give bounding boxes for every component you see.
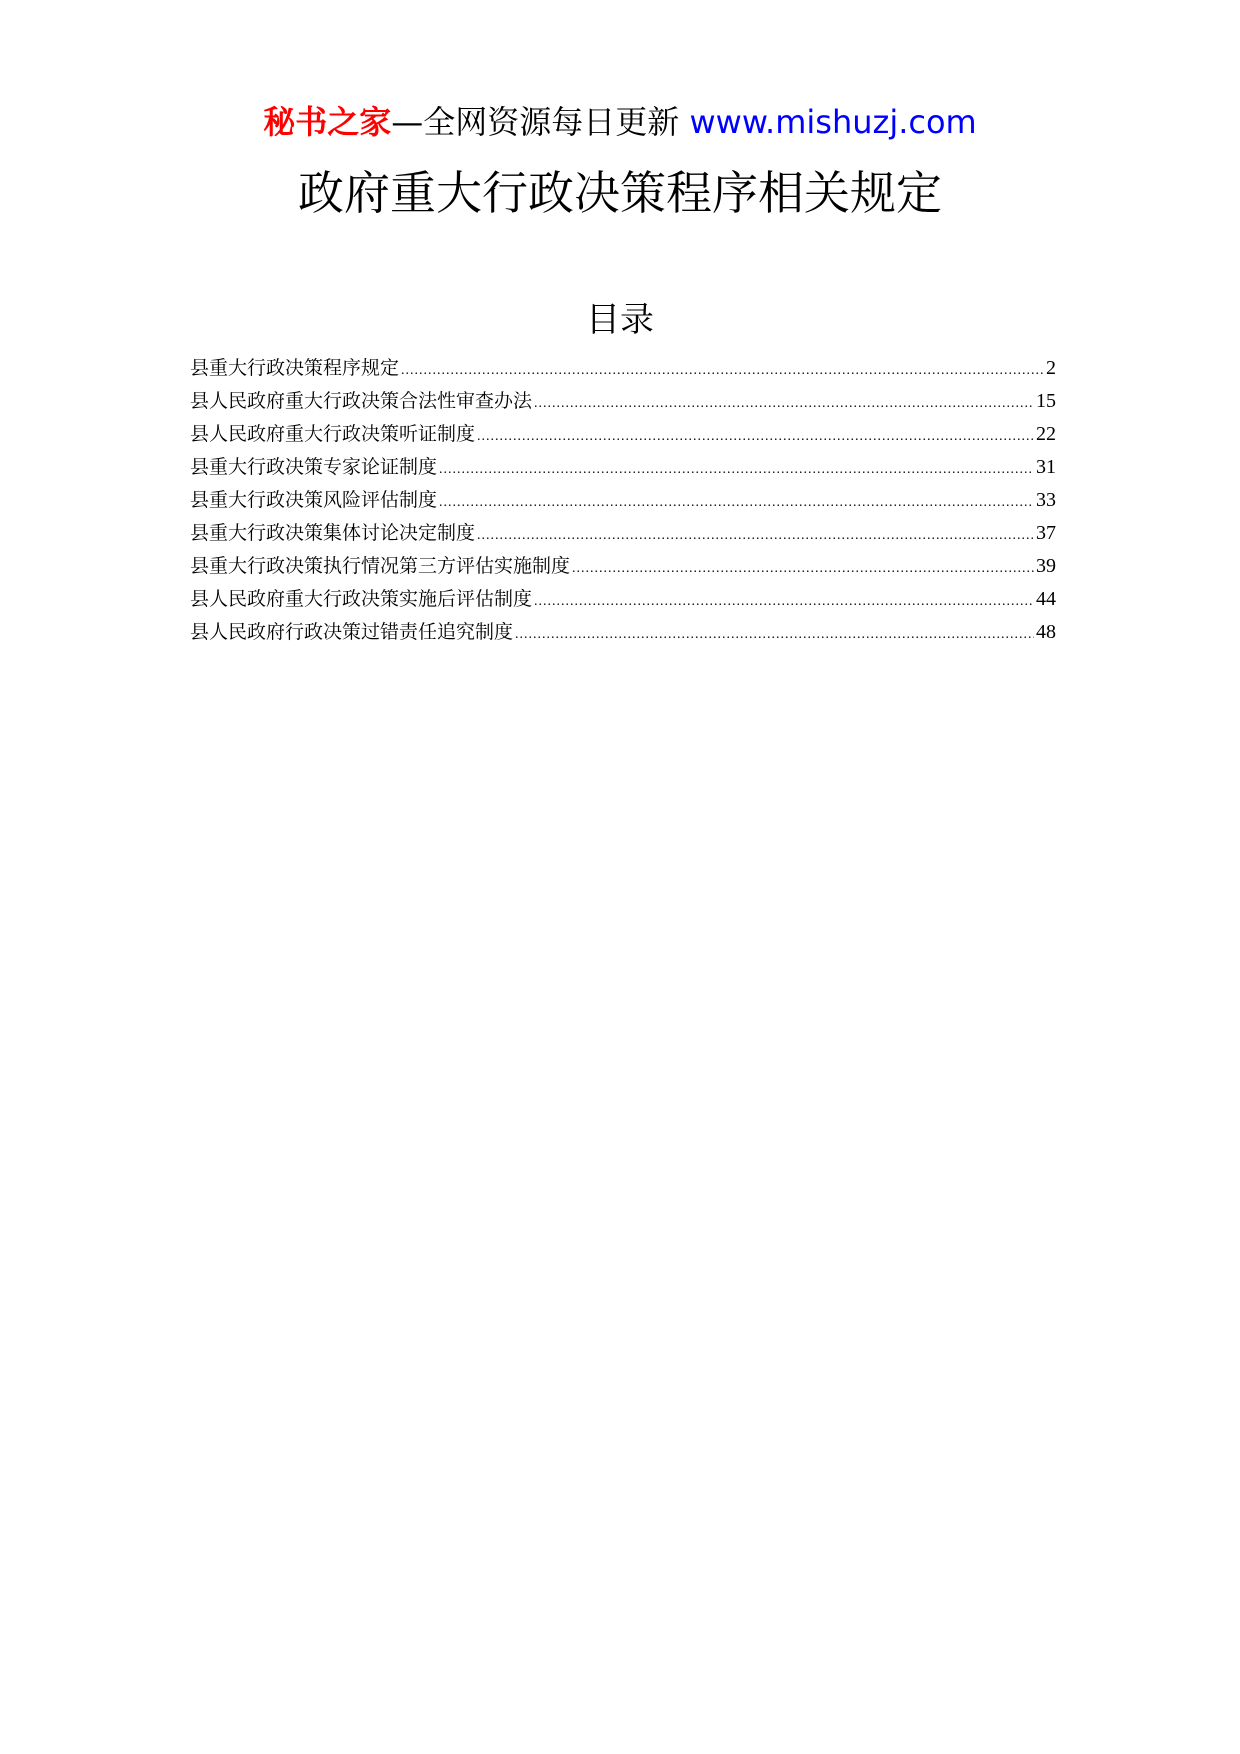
toc-dot-leader	[534, 585, 1034, 618]
toc-entry-title: 县人民政府重大行政决策合法性审查办法	[190, 390, 533, 412]
toc-entry-page: 37	[1036, 522, 1056, 544]
toc-entry-title: 县人民政府重大行政决策实施后评估制度	[190, 588, 533, 610]
toc-entry[interactable]	[190, 616, 1056, 649]
toc-dot-leader	[439, 453, 1034, 486]
toc-entry[interactable]	[190, 484, 1056, 517]
toc-entry[interactable]	[190, 583, 1056, 616]
toc-entry[interactable]	[190, 550, 1056, 583]
banner-tagline: —全网资源每日更新	[391, 103, 680, 141]
site-url-link[interactable]: www.mishuzj.com	[689, 103, 977, 141]
toc-entry[interactable]	[190, 418, 1056, 451]
brand-name: 秘书之家	[263, 103, 392, 141]
toc-entry-title: 县人民政府行政决策过错责任追究制度	[190, 621, 514, 643]
toc-entry[interactable]	[190, 517, 1056, 550]
toc-entry-title: 县人民政府重大行政决策听证制度	[190, 423, 476, 445]
toc-entry[interactable]	[190, 352, 1056, 385]
toc-dot-leader	[572, 552, 1034, 585]
toc-entry-title: 县重大行政决策程序规定	[190, 357, 400, 379]
toc-dot-leader	[401, 354, 1044, 387]
toc-entry-page: 31	[1036, 456, 1056, 478]
toc-dot-leader	[477, 420, 1034, 453]
toc-dot-leader	[534, 387, 1034, 420]
table-of-contents	[190, 352, 1056, 649]
toc-entry-title: 县重大行政决策执行情况第三方评估实施制度	[190, 555, 571, 577]
toc-heading: 目录	[586, 300, 654, 340]
toc-entry-title: 县重大行政决策风险评估制度	[190, 489, 438, 511]
site-banner	[0, 100, 1240, 144]
toc-entry-title: 县重大行政决策专家论证制度	[190, 456, 438, 478]
document-title: 政府重大行政决策程序相关规定	[298, 166, 942, 220]
toc-entry[interactable]	[190, 451, 1056, 484]
toc-entry[interactable]	[190, 385, 1056, 418]
toc-dot-leader	[439, 486, 1034, 519]
toc-entry-title: 县重大行政决策集体讨论决定制度	[190, 522, 476, 544]
toc-entry-page: 39	[1036, 555, 1056, 577]
toc-entry-page: 33	[1036, 489, 1056, 511]
toc-dot-leader	[515, 618, 1034, 651]
toc-entry-page: 2	[1046, 357, 1056, 379]
toc-dot-leader	[477, 519, 1034, 552]
toc-entry-page: 15	[1036, 390, 1056, 412]
toc-entry-page: 22	[1036, 423, 1056, 445]
toc-entry-page: 44	[1036, 588, 1056, 610]
toc-entry-page: 48	[1036, 621, 1056, 643]
